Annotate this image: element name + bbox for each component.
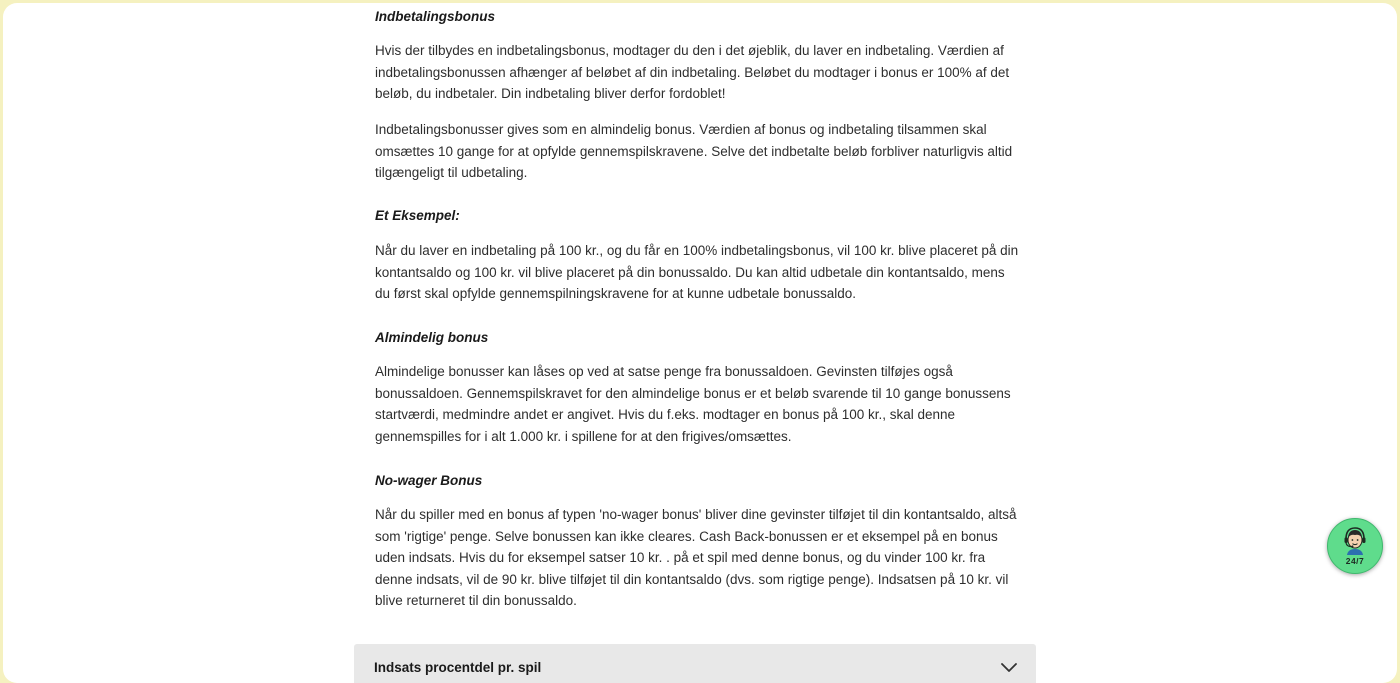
heading-indbetalingsbonus: Indbetalingsbonus <box>375 9 495 24</box>
heading-almindelig-bonus: Almindelig bonus <box>375 330 489 345</box>
accordion-indsats-procentdel[interactable] <box>354 644 1036 683</box>
heading-no-wager-bonus: No-wager Bonus <box>375 473 483 488</box>
heading-et-eksempel: Et Eksempel: <box>375 208 460 223</box>
chevron-down-icon[interactable] <box>1000 658 1018 676</box>
support-chat-button[interactable] <box>1327 518 1383 574</box>
page-frame <box>3 3 1397 683</box>
paragraph: Når du spiller med en bonus af typen 'no-wager bonus' bliver dine gevinster tilføjet til din kontantsaldo, altså som 'rigtige' penge. Selve bonussen kan ikke cleares. Cash Back-bonussen er et eksempel på en bonus uden indsats. Hvis du for eksempel satser 10 kr. . på et spil med denne bonus, og du vinder 100 kr. fra denne indsats, vil de 90 kr. blive tilføjet til din kontantsaldo (dvs. som rigtige penge). Indsatsen på 10 kr. vil blive returneret til din bonussaldo. <box>375 507 1017 608</box>
paragraph: Hvis der tilbydes en indbetalingsbonus, modtager du den i det øjeblik, du laver en indbetaling. Værdien af indbetalingsbonussen afhænger af beløbet af din indbetaling. Beløbet du modtager i bonus er 100% af det beløb, du indbetaler. Din indbetaling bliver derfor fordoblet! <box>375 43 1010 101</box>
paragraph: Almindelige bonusser kan låses op ved at satse penge fra bonussaldoen. Gevinsten tilføjes også bonussaldoen. Gennemspilskravet for den almindelige bonus er et beløb svarende til 10 gange bonussens startværdi, medmindre andet er angivet. Hvis du f.eks. modtager en bonus på 100 kr., skal denne gennemspilles for i alt 1.000 kr. i spillene for at den frigives/omsættes. <box>375 364 1011 444</box>
paragraph: Når du laver en indbetaling på 100 kr., og du får en 100% indbetalingsbonus, vil 100 kr. blive placeret på din kontantsaldo og 100 kr. vil blive placeret på din bonussaldo. Du kan altid udbetale din kontantsaldo, mens du først skal opfylde gennemspilningskravene for at kunne udbetale bonussaldo. <box>375 243 1019 301</box>
accordion-title: Indsats procentdel pr. spil <box>374 660 542 675</box>
support-label: 24/7 <box>1345 556 1365 566</box>
paragraph: Indbetalingsbonusser gives som en almindelig bonus. Værdien af bonus og indbetaling tilsammen skal omsættes 10 gange for at opfylde gennemspilskravene. Selve det indbetalte beløb forbliver naturligvis altid tilgængeligt til udbetaling. <box>375 122 1013 180</box>
support-agent-icon <box>1342 525 1368 555</box>
